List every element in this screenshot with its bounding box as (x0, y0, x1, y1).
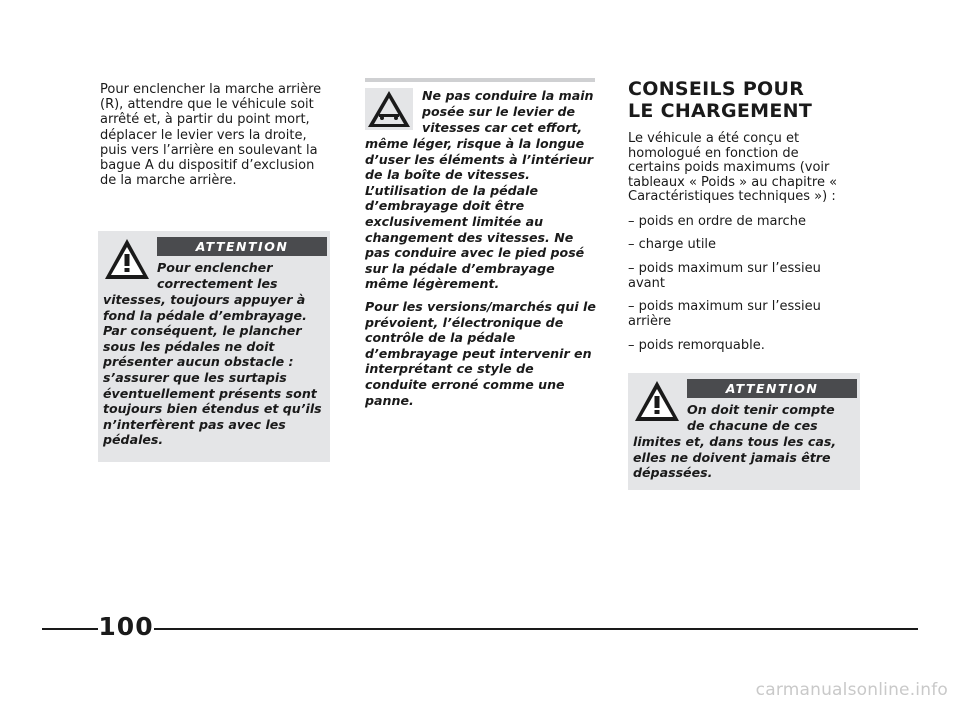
list-item: – charge utile (628, 237, 717, 253)
list-item: – poids maximum sur l’essieu arrière (628, 299, 821, 330)
attention-line-1: Pour enclencher (157, 260, 273, 275)
list-item: – poids maximum sur l’essieu avant (628, 260, 821, 291)
attention-header: ATTENTION (687, 379, 857, 398)
middle-warning-body: même léger, risque à la longue d’user les éléments à l’intérieur de la boîte de vitesses. L’utilisation de la pédale d’embrayage doit être exclusivement limitée au changement des vitesses. Ne pas conduire avec le pied posé sur la pédale d’embrayage même légèrement. (365, 136, 594, 292)
middle-warning-line-1: Ne pas conduire la main (422, 88, 594, 103)
attention-body: vitesses, toujours appuyer à fond la pédale d’embrayage. Par conséquent, le plancher sous les pédales ne doit présenter aucun obstacle : s’assurer que les surtapis éventuellement présents sont toujours bien étendus et qu’ils n’interfèrent pas avec les pédales. (103, 292, 322, 448)
list-item: – poids remorquable. (628, 337, 765, 353)
footer-rule-right (154, 628, 918, 630)
middle-warning-line-3: vitesses car cet effort, (422, 120, 583, 135)
attention-box-clutch (98, 231, 330, 462)
middle-warning-body-2: Pour les versions/marchés qui le prévoient, l’électronique de contrôle de la pédale d’embrayage peut intervenir en interprétant ce style de conduite erroné comme une panne. (365, 299, 596, 408)
middle-top-rule (365, 78, 595, 82)
page-number: 100 (98, 612, 154, 641)
watermark: carmanualsonline.info (755, 680, 948, 700)
loading-intro-paragraph: Le véhicule a été conçu et homologué en fonction de certains poids maximums (voir tableaux « Poids » au chapitre « Caractéristiques techniques ») : (628, 131, 838, 205)
attention-box-loading (628, 373, 860, 490)
attention-body: limites et, dans tous les cas, elles ne doivent jamais être dépassées. (633, 434, 837, 481)
warning-triangle-icon (103, 237, 151, 285)
gearbox-warning-icon (365, 88, 413, 134)
middle-warning-line-2: posée sur le levier de (422, 104, 576, 119)
section-heading-line-2: LE CHARGEMENT (628, 100, 813, 122)
attention-line-2: correctement les (157, 276, 278, 291)
section-heading-line-1: CONSEILS POUR (628, 78, 805, 100)
right-column (628, 78, 860, 361)
footer-rule-left (42, 628, 98, 630)
left-column (100, 82, 332, 188)
attention-line-2: de chacune de ces (687, 418, 818, 433)
list-item: – poids en ordre de marche (628, 213, 806, 229)
attention-header: ATTENTION (157, 237, 327, 256)
attention-line-1: On doit tenir compte (687, 402, 835, 417)
warning-triangle-icon (633, 379, 681, 427)
reverse-gear-paragraph: Pour enclencher la marche arrière (R), attendre que le véhicule soit arrêté et, à partir du point mort, déplacer le levier vers la droite, puis vers l’arrière en soulevant la bague A du dispositif d’exclusion de la marche arrière. (100, 82, 322, 189)
